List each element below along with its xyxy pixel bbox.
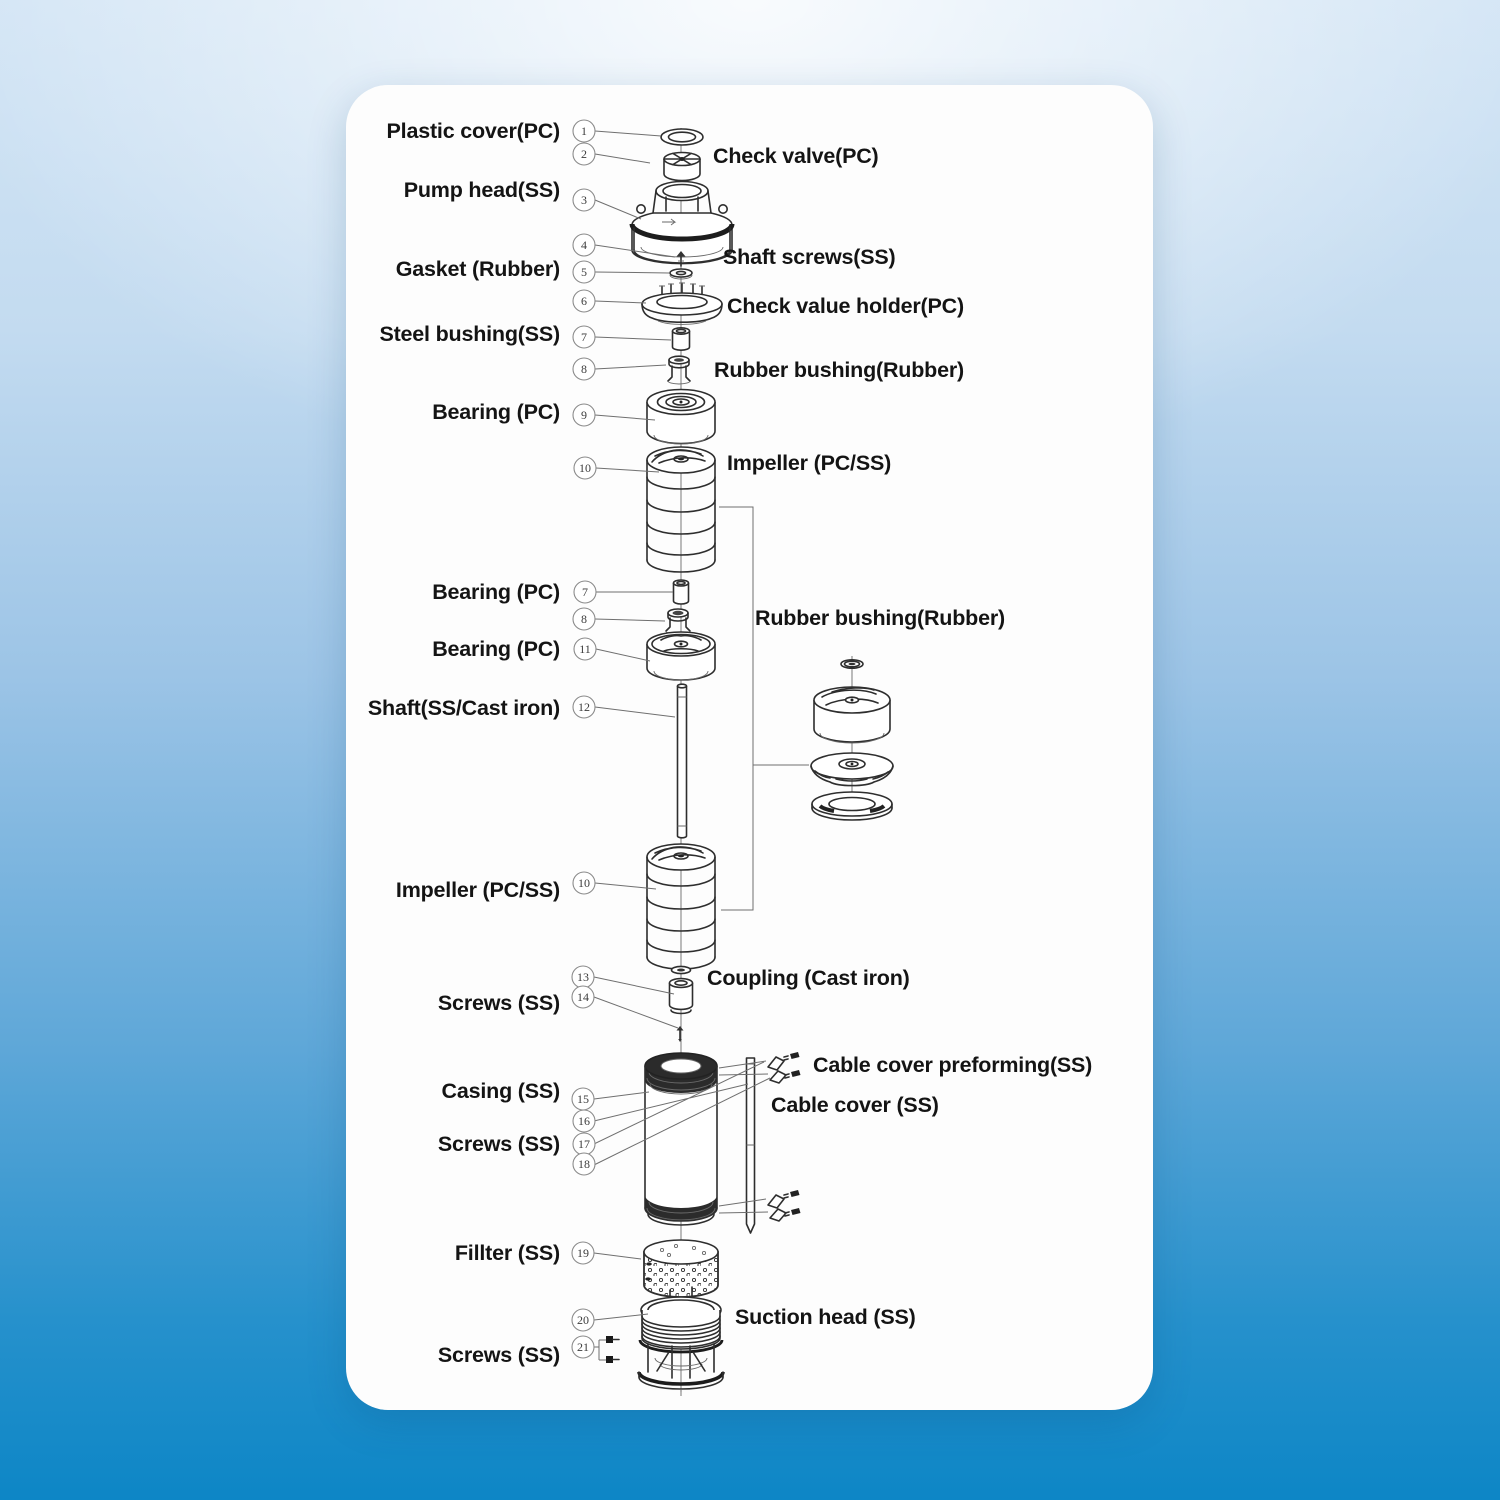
check-valve-part — [664, 153, 700, 181]
callout-numbers — [572, 120, 596, 1358]
callout-number-3: 3 — [581, 193, 587, 207]
label-check-valve: Check valve(PC) — [713, 144, 879, 168]
callout-number-18: 18 — [578, 1157, 590, 1171]
filter-part — [644, 1240, 718, 1297]
callout-number-10: 10 — [579, 461, 591, 475]
callout-number-17: 17 — [578, 1137, 590, 1151]
label-impeller-upper: Impeller (PC/SS) — [727, 451, 892, 475]
pump-head-part — [632, 182, 732, 264]
side-screws-part-21 — [606, 1336, 619, 1363]
callout-number-21: 21 — [577, 1340, 589, 1354]
callout-number-6: 6 — [581, 294, 587, 308]
label-cable-cover-preforming: Cable cover preforming(SS) — [813, 1053, 1093, 1077]
pump-exploded-diagram — [346, 85, 1153, 1410]
impeller-bracket-line — [719, 507, 809, 910]
label-impeller-lower: Impeller (PC/SS) — [395, 878, 560, 902]
callout-number-1: 1 — [581, 124, 587, 138]
callout-number-15: 15 — [577, 1092, 589, 1106]
label-casing: Casing (SS) — [441, 1079, 560, 1103]
callout-number-19: 19 — [577, 1246, 589, 1260]
label-shaft-screws: Shaft screws(SS) — [723, 245, 896, 269]
part-labels — [368, 119, 1092, 1367]
bearing-part-9 — [647, 390, 715, 445]
label-shaft: Shaft(SS/Cast iron) — [367, 696, 560, 720]
rubber-bushing-part — [668, 356, 690, 384]
label-bearing-7b: Bearing (PC) — [432, 580, 560, 604]
callout-number-7: 7 — [581, 330, 587, 344]
shaft-part — [678, 684, 687, 838]
label-rubber-bushing-2: Rubber bushing(Rubber) — [755, 606, 1005, 630]
callout-number-8b: 8 — [581, 612, 587, 626]
bearing-part-11 — [647, 632, 715, 680]
callout-number-5: 5 — [581, 265, 587, 279]
label-pump-head: Pump head(SS) — [403, 178, 560, 202]
label-plastic-cover: Plastic cover(PC) — [386, 119, 560, 143]
label-gasket: Gasket (Rubber) — [395, 257, 560, 281]
callout-number-20: 20 — [577, 1313, 589, 1327]
screw-part-14 — [677, 1026, 684, 1042]
plastic-cover-part — [661, 129, 703, 145]
label-fillter: Fillter (SS) — [454, 1241, 560, 1265]
label-screws-14: Screws (SS) — [437, 991, 560, 1015]
callout-number-11: 11 — [579, 642, 591, 656]
callout-number-7b: 7 — [582, 585, 588, 599]
label-cable-cover: Cable cover (SS) — [771, 1093, 939, 1117]
label-screws-21: Screws (SS) — [437, 1343, 560, 1367]
callout-number-12: 12 — [578, 700, 590, 714]
gasket-part — [670, 269, 692, 279]
label-suction-head: Suction head (SS) — [735, 1305, 916, 1329]
callout-number-8: 8 — [581, 362, 587, 376]
callout-number-14: 14 — [577, 990, 589, 1004]
cable-cover-preforming-clips-top — [768, 1052, 801, 1083]
callout-number-13: 13 — [577, 970, 589, 984]
label-screws-17: Screws (SS) — [437, 1132, 560, 1156]
callout-number-16: 16 — [578, 1114, 590, 1128]
cable-cover-preforming-clips-bottom — [768, 1190, 801, 1221]
label-bearing-11: Bearing (PC) — [432, 637, 560, 661]
callout-number-2: 2 — [581, 147, 587, 161]
callout-number-4: 4 — [581, 238, 587, 252]
label-rubber-bushing: Rubber bushing(Rubber) — [714, 358, 964, 382]
callout-number-10b: 10 — [578, 876, 590, 890]
label-steel-bushing: Steel bushing(SS) — [379, 322, 560, 346]
bearing-part-7b — [674, 580, 689, 604]
coupling-part — [670, 966, 693, 1013]
label-bearing-9: Bearing (PC) — [432, 400, 560, 424]
rubber-bushing-part-8b — [666, 609, 690, 635]
label-check-value-holder: Check value holder(PC) — [727, 294, 964, 318]
check-valve-holder-part — [642, 283, 722, 324]
casing-part — [645, 1053, 717, 1225]
diagram-card — [346, 85, 1153, 1410]
clip-leader-lines — [719, 1061, 768, 1213]
label-coupling: Coupling (Cast iron) — [707, 966, 910, 990]
steel-bushing-part — [673, 328, 690, 350]
callout-number-9: 9 — [581, 408, 587, 422]
